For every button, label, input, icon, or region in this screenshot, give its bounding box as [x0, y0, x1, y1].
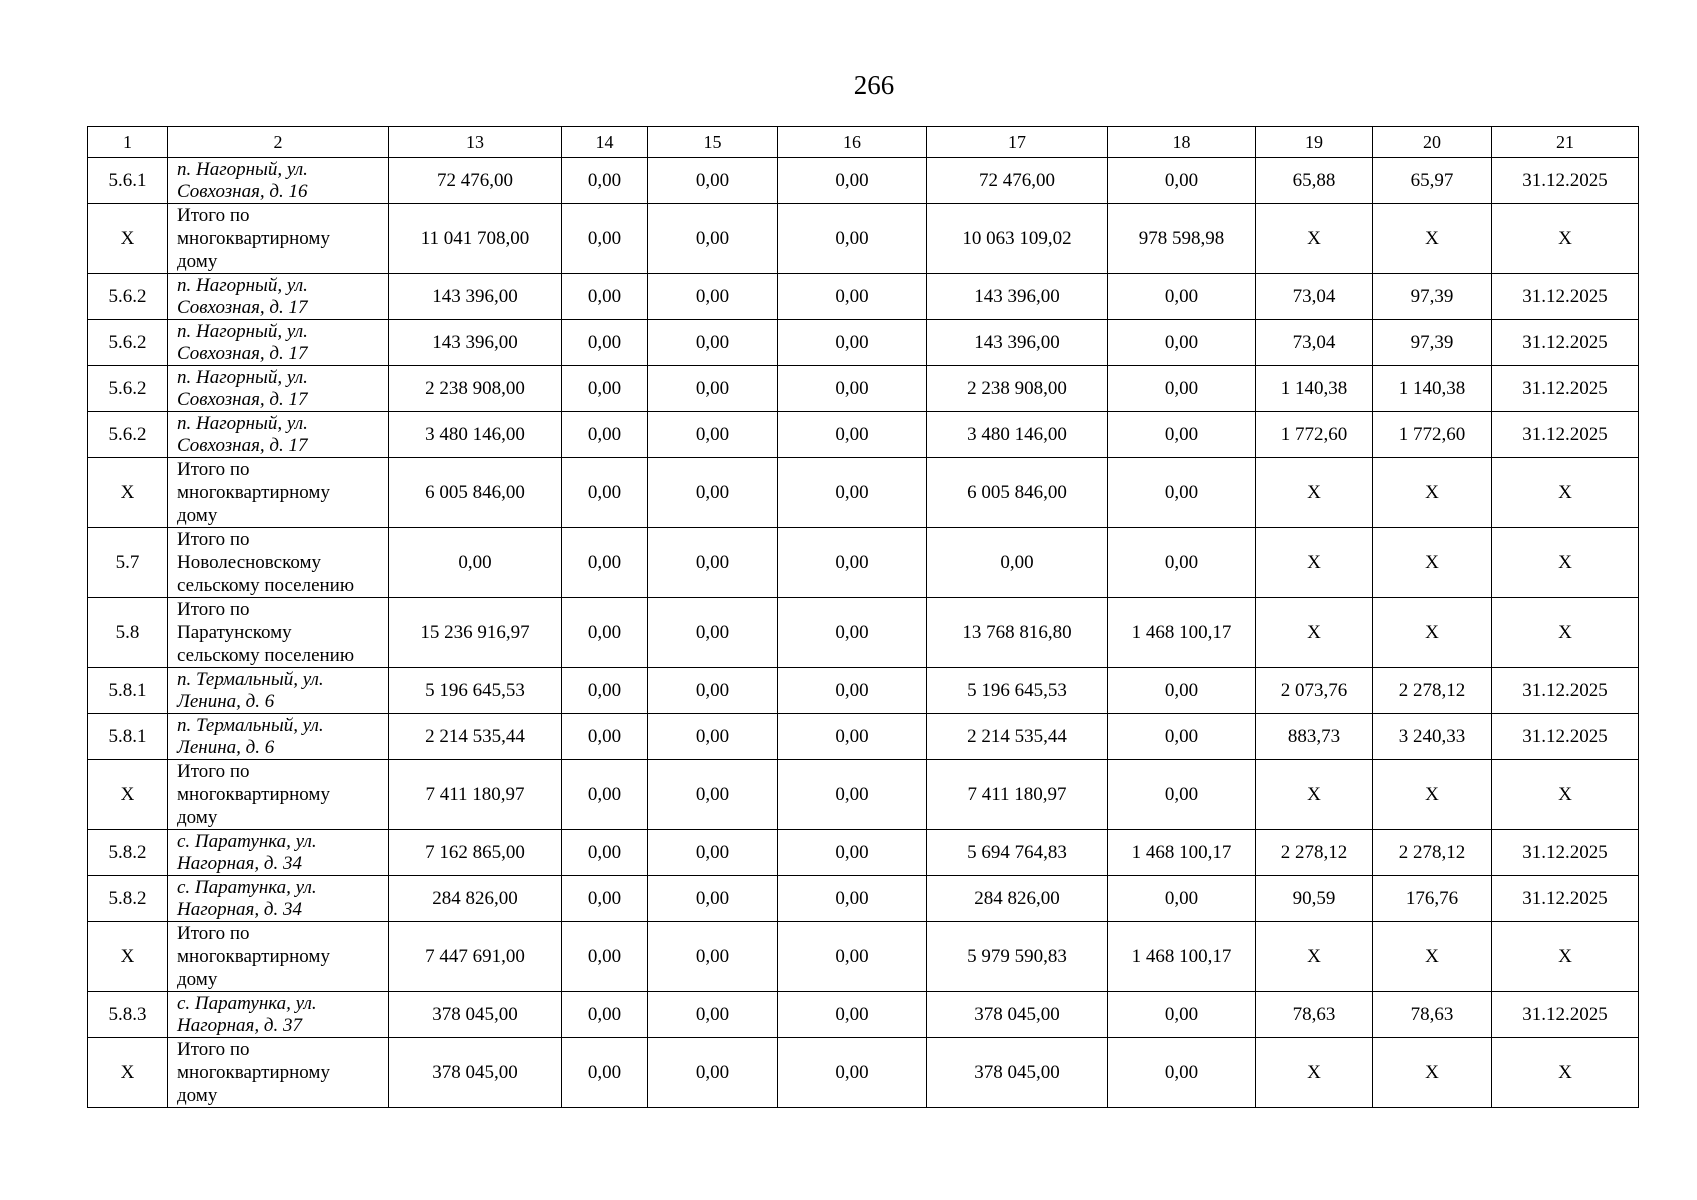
- table-row: [88, 992, 1639, 1038]
- value-cell: 0,00: [562, 992, 648, 1038]
- financing-table: [87, 126, 1639, 1108]
- value-cell: 0,00: [648, 320, 778, 366]
- column-header: 17: [927, 127, 1108, 158]
- value-cell: 378 045,00: [927, 1038, 1108, 1108]
- value-cell: X: [1492, 528, 1639, 598]
- column-number-row: [88, 127, 1639, 158]
- value-cell: 0,00: [778, 458, 927, 528]
- value-cell: X: [1373, 458, 1492, 528]
- column-header: 18: [1108, 127, 1256, 158]
- value-cell: 0,00: [648, 204, 778, 274]
- value-cell: X: [1492, 598, 1639, 668]
- value-cell: 65,97: [1373, 158, 1492, 204]
- row-number-cell: X: [88, 204, 168, 274]
- value-cell: 6 005 846,00: [927, 458, 1108, 528]
- value-cell: 978 598,98: [1108, 204, 1256, 274]
- value-cell: 1 140,38: [1373, 366, 1492, 412]
- value-cell: 1 468 100,17: [1108, 922, 1256, 992]
- value-cell: 2 278,12: [1373, 830, 1492, 876]
- value-cell: 31.12.2025: [1492, 412, 1639, 458]
- value-cell: 0,00: [778, 714, 927, 760]
- value-cell: 0,00: [648, 1038, 778, 1108]
- value-cell: 31.12.2025: [1492, 668, 1639, 714]
- value-cell: 0,00: [562, 598, 648, 668]
- value-cell: 0,00: [778, 992, 927, 1038]
- column-header: 2: [168, 127, 389, 158]
- column-header: 1: [88, 127, 168, 158]
- row-number-cell: 5.6.2: [88, 274, 168, 320]
- value-cell: X: [1373, 204, 1492, 274]
- value-cell: 0,00: [562, 830, 648, 876]
- table-row: [88, 668, 1639, 714]
- value-cell: 72 476,00: [389, 158, 562, 204]
- value-cell: 0,00: [562, 274, 648, 320]
- value-cell: 2 238 908,00: [389, 366, 562, 412]
- value-cell: 176,76: [1373, 876, 1492, 922]
- value-cell: 0,00: [1108, 458, 1256, 528]
- value-cell: 0,00: [562, 320, 648, 366]
- value-cell: 0,00: [648, 992, 778, 1038]
- address-cell: п. Нагорный, ул. Совхозная, д. 17: [168, 366, 389, 412]
- value-cell: 0,00: [1108, 274, 1256, 320]
- value-cell: 0,00: [1108, 366, 1256, 412]
- table-row: [88, 714, 1639, 760]
- table-row: [88, 320, 1639, 366]
- row-number-cell: 5.6.2: [88, 320, 168, 366]
- value-cell: X: [1373, 922, 1492, 992]
- address-cell: п. Нагорный, ул. Совхозная, д. 17: [168, 320, 389, 366]
- table-body: [88, 158, 1639, 1108]
- value-cell: 0,00: [648, 830, 778, 876]
- value-cell: 0,00: [648, 714, 778, 760]
- value-cell: 0,00: [648, 412, 778, 458]
- value-cell: 1 468 100,17: [1108, 830, 1256, 876]
- table-row: [88, 412, 1639, 458]
- value-cell: 0,00: [778, 320, 927, 366]
- value-cell: 7 411 180,97: [389, 760, 562, 830]
- value-cell: X: [1373, 528, 1492, 598]
- value-cell: 0,00: [1108, 528, 1256, 598]
- row-number-cell: X: [88, 760, 168, 830]
- value-cell: 0,00: [1108, 760, 1256, 830]
- description-cell: Итого по многоквартирному дому: [168, 458, 389, 528]
- value-cell: 0,00: [562, 922, 648, 992]
- row-number-cell: 5.8.2: [88, 830, 168, 876]
- value-cell: 73,04: [1256, 320, 1373, 366]
- value-cell: X: [1256, 528, 1373, 598]
- value-cell: 0,00: [1108, 320, 1256, 366]
- table-row: [88, 158, 1639, 204]
- value-cell: 3 240,33: [1373, 714, 1492, 760]
- row-number-cell: 5.8: [88, 598, 168, 668]
- column-header: 14: [562, 127, 648, 158]
- value-cell: 0,00: [1108, 668, 1256, 714]
- value-cell: 1 772,60: [1256, 412, 1373, 458]
- value-cell: 5 196 645,53: [389, 668, 562, 714]
- description-cell: Итого по многоквартирному дому: [168, 204, 389, 274]
- value-cell: 0,00: [778, 922, 927, 992]
- value-cell: X: [1256, 204, 1373, 274]
- value-cell: 0,00: [562, 876, 648, 922]
- value-cell: X: [1492, 458, 1639, 528]
- value-cell: 31.12.2025: [1492, 830, 1639, 876]
- value-cell: 78,63: [1256, 992, 1373, 1038]
- value-cell: 10 063 109,02: [927, 204, 1108, 274]
- description-cell: Итого по многоквартирному дому: [168, 922, 389, 992]
- value-cell: X: [1373, 598, 1492, 668]
- address-cell: с. Паратунка, ул. Нагорная, д. 34: [168, 876, 389, 922]
- value-cell: 0,00: [778, 876, 927, 922]
- value-cell: 378 045,00: [389, 1038, 562, 1108]
- value-cell: 0,00: [648, 668, 778, 714]
- address-cell: п. Нагорный, ул. Совхозная, д. 16: [168, 158, 389, 204]
- value-cell: 2 278,12: [1256, 830, 1373, 876]
- value-cell: 5 979 590,83: [927, 922, 1108, 992]
- row-number-cell: X: [88, 458, 168, 528]
- table-row: [88, 204, 1639, 274]
- table-row: [88, 366, 1639, 412]
- column-header: 16: [778, 127, 927, 158]
- value-cell: 0,00: [562, 714, 648, 760]
- value-cell: 0,00: [1108, 158, 1256, 204]
- value-cell: 0,00: [389, 528, 562, 598]
- column-header: 20: [1373, 127, 1492, 158]
- value-cell: 2 214 535,44: [927, 714, 1108, 760]
- table-row: [88, 760, 1639, 830]
- value-cell: 1 468 100,17: [1108, 598, 1256, 668]
- value-cell: 2 238 908,00: [927, 366, 1108, 412]
- column-header: 19: [1256, 127, 1373, 158]
- value-cell: 0,00: [562, 158, 648, 204]
- value-cell: 143 396,00: [389, 274, 562, 320]
- value-cell: 0,00: [1108, 876, 1256, 922]
- value-cell: 2 073,76: [1256, 668, 1373, 714]
- row-number-cell: 5.8.1: [88, 668, 168, 714]
- value-cell: 0,00: [778, 598, 927, 668]
- value-cell: 0,00: [562, 204, 648, 274]
- row-number-cell: 5.8.2: [88, 876, 168, 922]
- value-cell: X: [1373, 1038, 1492, 1108]
- row-number-cell: X: [88, 1038, 168, 1108]
- value-cell: 0,00: [778, 412, 927, 458]
- value-cell: 0,00: [648, 876, 778, 922]
- value-cell: 15 236 916,97: [389, 598, 562, 668]
- value-cell: 11 041 708,00: [389, 204, 562, 274]
- row-number-cell: 5.6.2: [88, 366, 168, 412]
- table-row: [88, 922, 1639, 992]
- table-row: [88, 528, 1639, 598]
- value-cell: 0,00: [778, 668, 927, 714]
- value-cell: 1 772,60: [1373, 412, 1492, 458]
- value-cell: 0,00: [648, 158, 778, 204]
- value-cell: 143 396,00: [389, 320, 562, 366]
- value-cell: 97,39: [1373, 320, 1492, 366]
- value-cell: X: [1256, 760, 1373, 830]
- value-cell: X: [1492, 1038, 1639, 1108]
- value-cell: 2 214 535,44: [389, 714, 562, 760]
- value-cell: X: [1256, 458, 1373, 528]
- value-cell: 0,00: [778, 274, 927, 320]
- value-cell: 0,00: [778, 760, 927, 830]
- column-header: 15: [648, 127, 778, 158]
- description-cell: Итого по Паратунскому сельскому поселению: [168, 598, 389, 668]
- value-cell: 284 826,00: [927, 876, 1108, 922]
- value-cell: 0,00: [562, 458, 648, 528]
- value-cell: X: [1492, 204, 1639, 274]
- row-number-cell: 5.8.3: [88, 992, 168, 1038]
- value-cell: 6 005 846,00: [389, 458, 562, 528]
- value-cell: 143 396,00: [927, 274, 1108, 320]
- value-cell: 0,00: [562, 528, 648, 598]
- table-row: [88, 830, 1639, 876]
- value-cell: 0,00: [778, 204, 927, 274]
- value-cell: 65,88: [1256, 158, 1373, 204]
- row-number-cell: 5.6.2: [88, 412, 168, 458]
- value-cell: X: [1256, 922, 1373, 992]
- value-cell: 0,00: [562, 1038, 648, 1108]
- table-header: [88, 127, 1639, 158]
- value-cell: 0,00: [648, 274, 778, 320]
- value-cell: 0,00: [927, 528, 1108, 598]
- row-number-cell: 5.8.1: [88, 714, 168, 760]
- value-cell: 284 826,00: [389, 876, 562, 922]
- page-number: 266: [853, 70, 895, 100]
- value-cell: 1 140,38: [1256, 366, 1373, 412]
- column-header: 13: [389, 127, 562, 158]
- value-cell: X: [1256, 1038, 1373, 1108]
- value-cell: 0,00: [562, 668, 648, 714]
- value-cell: 0,00: [562, 412, 648, 458]
- value-cell: 31.12.2025: [1492, 876, 1639, 922]
- value-cell: 0,00: [1108, 992, 1256, 1038]
- table-row: [88, 1038, 1639, 1108]
- value-cell: 0,00: [778, 158, 927, 204]
- value-cell: 3 480 146,00: [927, 412, 1108, 458]
- value-cell: X: [1492, 922, 1639, 992]
- value-cell: 143 396,00: [927, 320, 1108, 366]
- table-row: [88, 876, 1639, 922]
- value-cell: 378 045,00: [389, 992, 562, 1038]
- address-cell: с. Паратунка, ул. Нагорная, д. 34: [168, 830, 389, 876]
- value-cell: 883,73: [1256, 714, 1373, 760]
- value-cell: 31.12.2025: [1492, 714, 1639, 760]
- table-row: [88, 458, 1639, 528]
- value-cell: 7 162 865,00: [389, 830, 562, 876]
- address-cell: с. Паратунка, ул. Нагорная, д. 37: [168, 992, 389, 1038]
- value-cell: 0,00: [1108, 1038, 1256, 1108]
- value-cell: 0,00: [648, 458, 778, 528]
- address-cell: п. Нагорный, ул. Совхозная, д. 17: [168, 274, 389, 320]
- value-cell: 0,00: [648, 598, 778, 668]
- value-cell: 31.12.2025: [1492, 366, 1639, 412]
- table-row: [88, 598, 1639, 668]
- value-cell: 0,00: [648, 366, 778, 412]
- value-cell: 31.12.2025: [1492, 320, 1639, 366]
- value-cell: 13 768 816,80: [927, 598, 1108, 668]
- column-header: 21: [1492, 127, 1639, 158]
- value-cell: 0,00: [562, 760, 648, 830]
- value-cell: 3 480 146,00: [389, 412, 562, 458]
- value-cell: 0,00: [1108, 714, 1256, 760]
- address-cell: п. Термальный, ул. Ленина, д. 6: [168, 714, 389, 760]
- value-cell: 7 411 180,97: [927, 760, 1108, 830]
- value-cell: 0,00: [778, 1038, 927, 1108]
- value-cell: 31.12.2025: [1492, 158, 1639, 204]
- value-cell: 78,63: [1373, 992, 1492, 1038]
- value-cell: X: [1373, 760, 1492, 830]
- description-cell: Итого по многоквартирному дому: [168, 1038, 389, 1108]
- value-cell: 0,00: [1108, 412, 1256, 458]
- value-cell: 7 447 691,00: [389, 922, 562, 992]
- value-cell: 0,00: [778, 528, 927, 598]
- value-cell: 0,00: [648, 760, 778, 830]
- row-number-cell: X: [88, 922, 168, 992]
- value-cell: 0,00: [778, 830, 927, 876]
- value-cell: 0,00: [778, 366, 927, 412]
- value-cell: X: [1492, 760, 1639, 830]
- value-cell: 97,39: [1373, 274, 1492, 320]
- value-cell: 5 694 764,83: [927, 830, 1108, 876]
- address-cell: п. Термальный, ул. Ленина, д. 6: [168, 668, 389, 714]
- value-cell: 5 196 645,53: [927, 668, 1108, 714]
- description-cell: Итого по многоквартирному дому: [168, 760, 389, 830]
- value-cell: 0,00: [648, 922, 778, 992]
- value-cell: 73,04: [1256, 274, 1373, 320]
- value-cell: 90,59: [1256, 876, 1373, 922]
- value-cell: 31.12.2025: [1492, 274, 1639, 320]
- value-cell: 0,00: [562, 366, 648, 412]
- value-cell: 72 476,00: [927, 158, 1108, 204]
- table-row: [88, 274, 1639, 320]
- value-cell: X: [1256, 598, 1373, 668]
- value-cell: 378 045,00: [927, 992, 1108, 1038]
- address-cell: п. Нагорный, ул. Совхозная, д. 17: [168, 412, 389, 458]
- row-number-cell: 5.6.1: [88, 158, 168, 204]
- value-cell: 2 278,12: [1373, 668, 1492, 714]
- row-number-cell: 5.7: [88, 528, 168, 598]
- value-cell: 31.12.2025: [1492, 992, 1639, 1038]
- description-cell: Итого по Новолесновскому сельскому поселению: [168, 528, 389, 598]
- value-cell: 0,00: [648, 528, 778, 598]
